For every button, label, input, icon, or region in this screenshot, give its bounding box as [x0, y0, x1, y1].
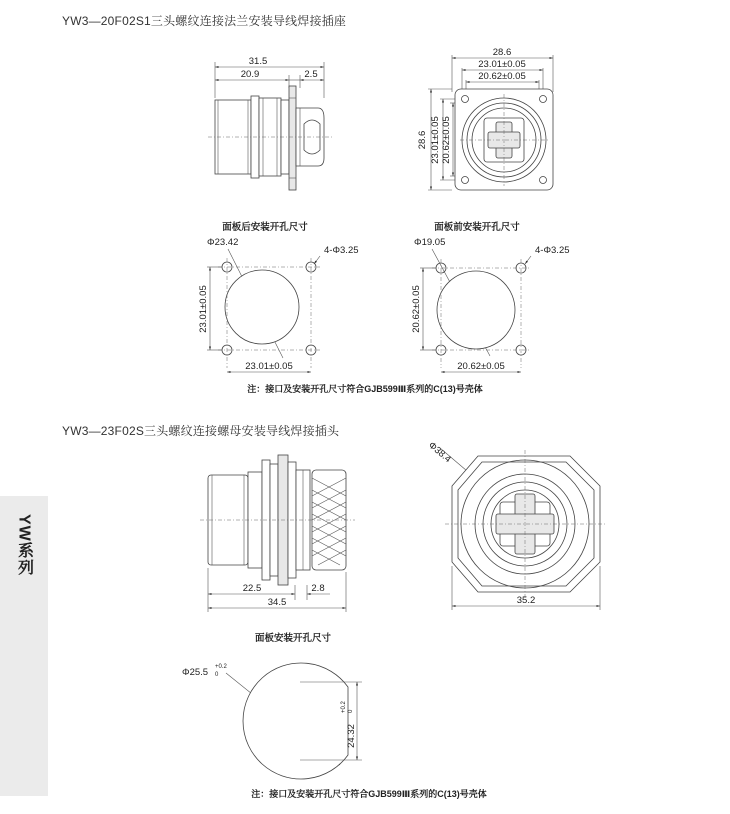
s1-rear-spacing-h: 23.01±0.05 [245, 361, 293, 372]
s1-front-spacing-v: 20.62±0.05 [411, 285, 422, 333]
section1-title: YW3—20F02S1三头螺纹连接法兰安装导线焊接插座 [62, 14, 347, 28]
s1-front-panel-label: 面板前安装开孔尺寸 [434, 222, 520, 233]
s2-front-width: 35.2 [516, 595, 536, 606]
s1-rear-hole-dia: Φ23.42 [207, 237, 239, 248]
section2-side-view [200, 455, 355, 612]
s2-panel-flat-tol-upper: +0.2 [341, 701, 347, 713]
s2-panel-hole-tol-lower: 0 [215, 672, 219, 678]
s1-front-height-mid: 23.01±0.05 [430, 116, 441, 164]
s1-side-dim-flange: 2.5 [304, 69, 318, 80]
s1-front-hole-dia: Φ19.05 [414, 237, 446, 248]
section1-side-view [208, 56, 332, 190]
s1-rear-panel-cutout [198, 221, 359, 372]
side-tab-label: YW系列 [15, 514, 33, 576]
s1-front-height-outer: 28.6 [417, 130, 428, 150]
s1-front-spacing-h: 20.62±0.05 [457, 361, 505, 372]
s1-rear-spacing-v: 23.01±0.05 [198, 285, 209, 333]
s1-rear-panel-label: 面板后安装开孔尺寸 [222, 222, 308, 233]
s1-front-height-inner: 20.62±0.05 [441, 116, 452, 164]
s2-panel-hole-tol-upper: +0.2 [215, 664, 227, 670]
section2-title: YW3—23F02S三头螺纹连接螺母安装导线焊接插头 [62, 424, 340, 438]
s2-side-dim-flange: 2.8 [311, 583, 325, 594]
s1-front-panel-cutout [411, 221, 570, 372]
s2-panel-flat-tol-lower: 0 [348, 709, 354, 713]
s2-panel-label: 面板安装开孔尺寸 [254, 633, 332, 644]
s1-side-dim-overall: 31.5 [248, 56, 268, 67]
section1-front-view [417, 47, 553, 190]
s1-front-width-outer: 28.6 [492, 47, 512, 58]
s1-front-screw-holes: 4-Φ3.25 [535, 245, 570, 256]
s2-panel-flat: 24.32 [346, 724, 357, 748]
s2-panel-cutout [182, 632, 362, 779]
s1-front-width-inner: 20.62±0.05 [478, 71, 526, 82]
s1-note: 注：接口及安装开孔尺寸符合GJB599Ⅲ系列的C(13)号壳体 [247, 384, 483, 394]
s2-front-diameter: Φ38.4 [426, 439, 454, 466]
s1-side-dim-body: 20.9 [240, 69, 260, 80]
s2-side-dim-overall: 34.5 [267, 597, 287, 608]
s2-note: 注：接口及安装开孔尺寸符合GJB599Ⅲ系列的C(13)号壳体 [251, 789, 487, 799]
s1-front-width-mid: 23.01±0.05 [478, 59, 526, 70]
section2-front-view [426, 440, 605, 610]
s2-panel-hole-dia: Φ25.5 [182, 667, 209, 678]
s1-rear-screw-holes: 4-Φ3.25 [324, 245, 359, 256]
s2-side-dim-body: 22.5 [242, 583, 262, 594]
